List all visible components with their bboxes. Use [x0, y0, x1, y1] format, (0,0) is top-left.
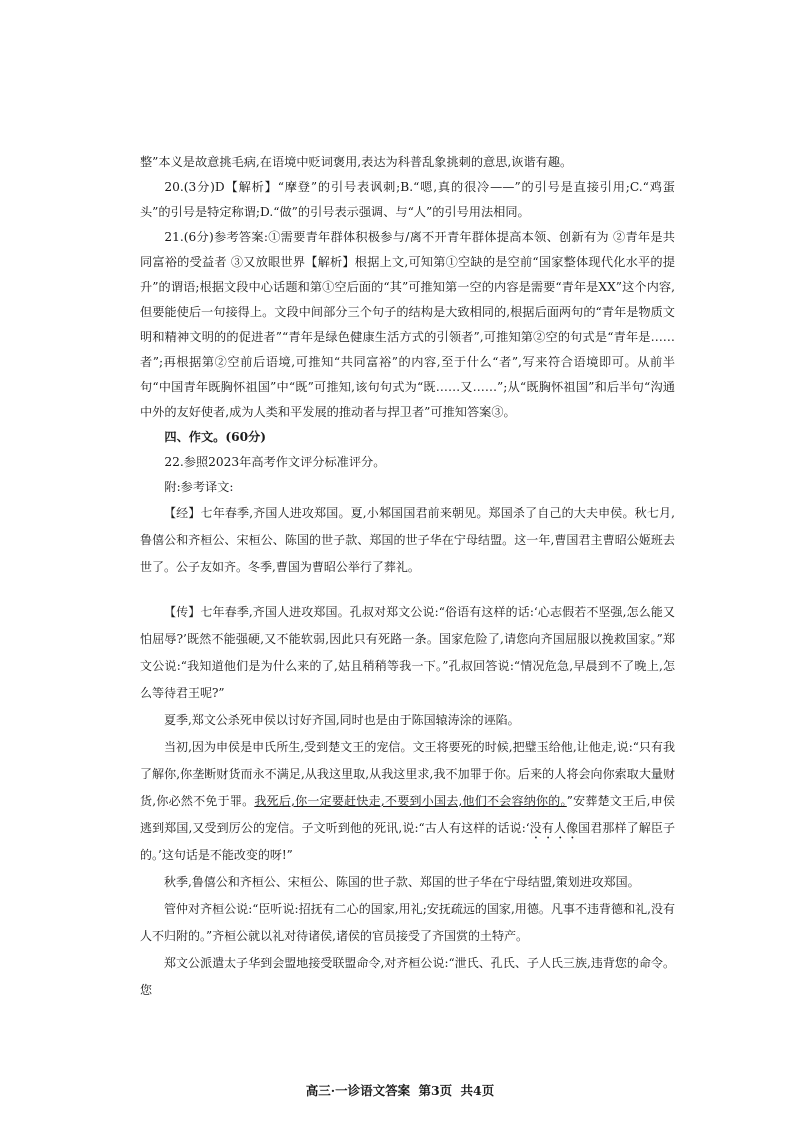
underlined-sentence: 我死后,你一定要赶快走,不要到小国去,他们不会容纳你的。: [254, 794, 567, 808]
translation-summer: 夏季,郑文公杀死申侯以讨好齐国,同时也是由于陈国辕涛涂的诬陷。: [164, 713, 520, 727]
translation-jing: 【经】七年春季,齐国人进攻郑国。夏,小邾国国君前来朝见。郑国杀了自己的大夫申侯。秋七月,鲁僖公和齐桓公、宋桓公、陈国的世子款、郑国的世子华在宁母结盟。这一年,曹国君主曹昭公姬班去世了。公子友如齐。冬季,曹国为曹昭公举行了葬礼。: [140, 506, 675, 574]
origin-text-b: ”安葬楚文王后,申侯逃到郑国,又受到厉公的宠信。子文听到他的死讯,说:“古人有这样的话说:‘: [140, 794, 676, 835]
translation-zheng: 郑文公派遣太子华到会盟地接受联盟命令,对齐桓公说:“泄氏、孔氏、子人氏三族,违背您的命令。您: [140, 956, 675, 997]
section-heading-composition: 四、作文。(60分): [164, 430, 267, 444]
intro-line: 整”本义是故意挑毛病,在语境中贬词褒用,表达为科普乱象挑刺的意思,诙谐有趣。: [140, 155, 573, 169]
translation-origin: [140, 734, 675, 869]
origin-text-c: 国君那样了解臣子的。’这句话是不能改变的呀!”: [140, 821, 675, 862]
translation-autumn: 秋季,鲁僖公和齐桓公、宋桓公、陈国的世子款、郑国的世子华在宁母结盟,策划进攻郑国。: [164, 875, 640, 889]
footer-page-number: 第3页: [418, 1083, 453, 1098]
answer-q20: 20.(3分)D【解析】“摩登”的引号表讽刺;B.“嗯,真的很冷——”的引号是直接引用;C.“鸡蛋头”的引号是特定称谓;D.“做”的引号表示强调、与“人”的引号用法相同。: [140, 180, 675, 219]
translation-guan: 管仲对齐桓公说:“臣听说:招抚有二心的国家,用礼;安抚疏远的国家,用德。凡事不违背德和礼,没有人不归附的。”齐桓公就以礼对待诸侯,诸侯的官员接受了齐国赏的土特产。: [140, 902, 675, 943]
emphasis-dotted-text: 没有人像: [529, 821, 579, 835]
answer-content: [140, 150, 675, 1004]
answer-q22: 22.参照2023年高考作文评分标准评分。: [164, 455, 386, 469]
translation-zhuan: 【传】七年春季,齐国人进攻郑国。孔叔对郑文公说:“俗语有这样的话:‘心志假若不坚强,怎么能又怕屈辱?’既然不能强硬,又不能软弱,因此只有死路一条。国家危险了,请您向齐国屈服以挽救国家。”郑文公说:“我知道他们是为什么来的了,姑且稍稍等我一下。”孔叔回答说:“情况危急,早晨到不了晚上,怎么等待君王呢?”: [140, 605, 675, 700]
footer-total-pages: 共4页: [460, 1083, 495, 1098]
origin-text-a: 当初,因为申侯是申氏所生,受到楚文王的宠信。文王将要死的时候,把璧玉给他,让他走,说:“只有我了解你,你垄断财货而永不满足,从我这里取,从我这里求,我不加罪于你。后来的人将会向你索取大量财货,你必然不免于罪。: [140, 740, 675, 808]
reference-translation-label: 附:参考译文:: [164, 480, 234, 494]
footer-title: 高三·一诊语文答案: [305, 1083, 411, 1098]
page-footer: [0, 1081, 800, 1099]
answer-q21: 21.(6分)参考答案:①需要青年群体积极参与/离不开青年群体提高本领、创新有为 ②青年是共同富裕的受益者 ③又放眼世界【解析】根据上文,可知第①空缺的是空前“国家整体现代化水平的提升”的谓语;根据文段中心话题和第①空后面的“其”可推知第一空的内容是需要“青年是XX”这个内容,但要能使后一句接得上。文段中间部分三个句子的结构是大致相同的,根据后面两句的“青年是物质文明和精神文明的的促进者”“青年是绿色健康生活方式的引领者”,可推知第②空的句式是“青年是……者”;再根据第②空前后语境,可推知“共同富裕”的内容,至于什么“者”,写来符合语境即可。从前半句“中国青年既胸怀祖国”中“既”可推知,该句句式为“既……又……”;从“既胸怀祖国”和后半句“沟通中外的友好使者,成为人类和平发展的推动者与捍卫者”可推知答案③。: [140, 230, 675, 419]
